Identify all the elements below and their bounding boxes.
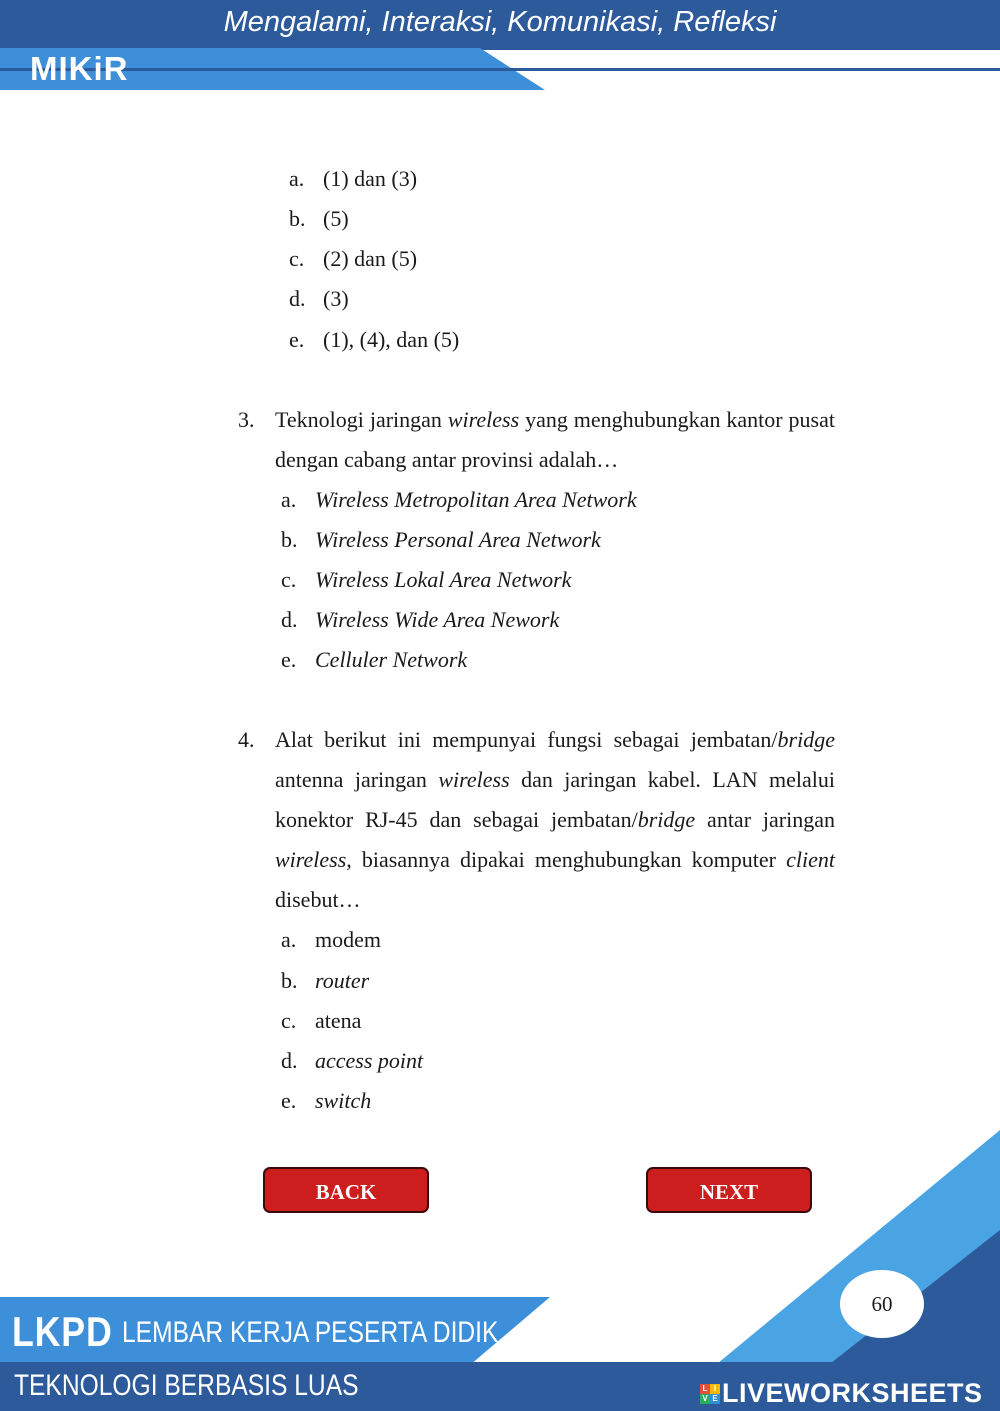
next-button[interactable]: NEXT [646,1167,812,1213]
option-text: (2) dan (5) [323,246,418,271]
header-tag: MIKiR [30,50,129,87]
option-text: Wireless Lokal Area Network [315,567,572,592]
option-letter: d. [281,1048,298,1073]
question-text: Alat berikut ini mempunyai fungsi sebagai jembatan/bridge antenna jaringan wireless dan jaringan kabel. LAN melalui konektor RJ-45 dan sebagai jembatan/bridge antar jaringan wireless, biasannya dipakai menghubungkan komputer client disebut… [275,727,835,912]
page-number: 60 [840,1270,924,1338]
option-text: atena [315,1008,362,1033]
option-letter: b. [281,968,298,993]
q4-option-d[interactable] [281,1047,423,1075]
question-number: 3. [238,407,255,432]
option-letter: c. [281,567,297,592]
option-letter: d. [281,607,298,632]
option-letter: d. [289,286,306,311]
prev-option-d[interactable] [289,285,349,313]
q4-option-b[interactable] [281,967,369,995]
q3-option-c[interactable] [281,566,571,594]
q3-option-e[interactable] [281,646,467,674]
prev-option-e[interactable] [289,326,459,354]
option-letter: e. [281,647,297,672]
q3-option-d[interactable] [281,606,559,634]
option-text: Wireless Wide Area Nework [315,607,560,632]
option-text: access point [315,1048,424,1073]
option-letter: e. [289,327,305,352]
option-letter: a. [281,927,297,952]
q4-option-a[interactable] [281,926,381,954]
footer-subject: TEKNOLOGI BERBASIS LUAS [14,1369,359,1402]
option-letter: a. [281,487,297,512]
option-letter: b. [281,527,298,552]
q4-option-e[interactable] [281,1087,371,1115]
footer-lkpd-subtitle: LEMBAR KERJA PESERTA DIDIK [122,1316,499,1349]
option-text: Wireless Personal Area Network [315,527,601,552]
option-text: (1) dan (3) [323,166,418,191]
back-button[interactable]: BACK [263,1167,429,1213]
header-underline [0,68,1000,71]
option-letter: b. [289,206,306,231]
option-letter: c. [281,1008,297,1033]
option-letter: e. [281,1088,297,1113]
option-text: (1), (4), dan (5) [323,327,460,352]
q4-option-c[interactable] [281,1007,361,1035]
footer-lkpd: LKPD [12,1308,113,1355]
option-text: Wireless Metropolitan Area Network [315,487,637,512]
q3-option-a[interactable] [281,486,637,514]
option-text: (5) [323,206,349,231]
liveworksheets-logo[interactable] [700,1378,983,1409]
header-title: Mengalami, Interaksi, Komunikasi, Refleksi [223,6,777,38]
option-text: Celluler Network [315,647,468,672]
prev-option-c[interactable] [289,245,417,273]
option-text: switch [315,1088,372,1113]
option-letter: c. [289,246,305,271]
option-letter: a. [289,166,305,191]
option-text: modem [315,927,381,952]
option-text: (3) [323,286,349,311]
question-text: Teknologi jaringan wireless yang menghubungkan kantor pusat dengan cabang antar provinsi adalah… [275,407,835,472]
prev-option-a[interactable] [289,165,417,193]
liveworksheets-icon: L I V E [700,1384,720,1404]
option-text: router [315,968,370,993]
q3-option-b[interactable] [281,526,601,554]
prev-option-b[interactable] [289,205,349,233]
question-number: 4. [238,727,255,752]
liveworksheets-text: LIVEWORKSHEETS [722,1378,983,1408]
